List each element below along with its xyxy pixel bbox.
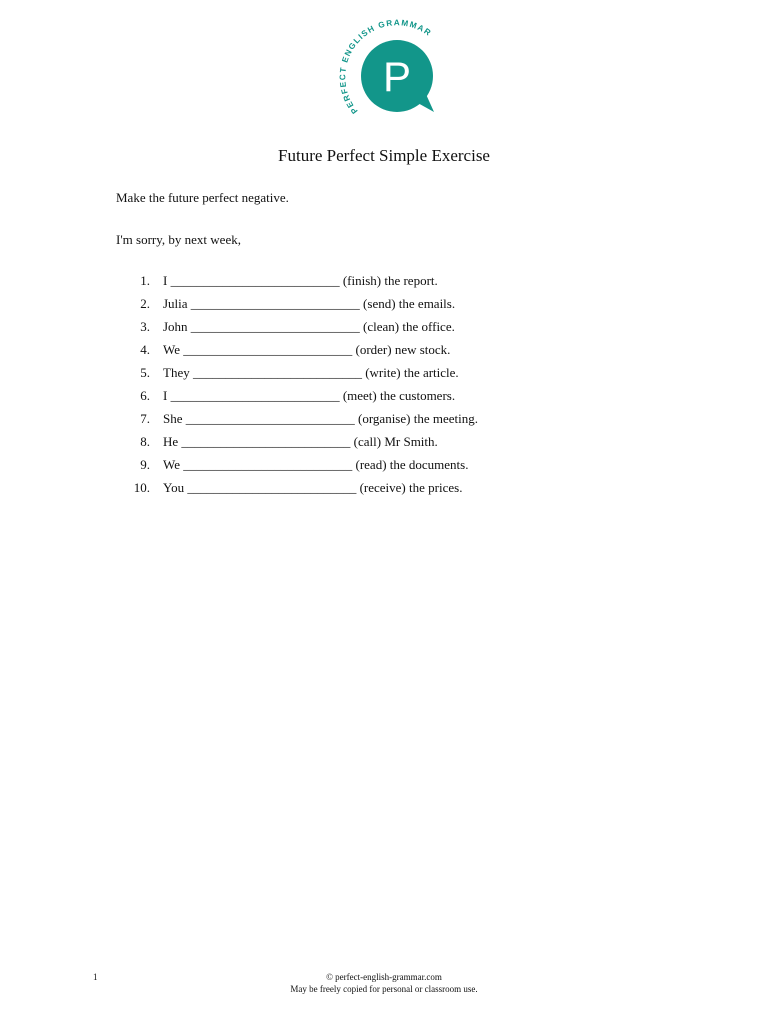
item-number: 2. <box>140 296 150 311</box>
logo-letter: P <box>382 53 412 100</box>
page-title: Future Perfect Simple Exercise <box>278 146 490 165</box>
item-text: Julia __________________________ (send) the emails. <box>163 296 456 311</box>
license-text: May be freely copied for personal or classroom use. <box>290 984 478 994</box>
item-number: 3. <box>140 319 150 334</box>
item-number: 8. <box>140 434 150 449</box>
item-text: They __________________________ (write) the article. <box>163 365 459 380</box>
item-number: 7. <box>140 411 150 426</box>
page-footer <box>0 971 768 995</box>
page-number: 1 <box>93 972 98 982</box>
item-text: You __________________________ (receive) the prices. <box>163 480 463 495</box>
instruction-text: Make the future perfect negative. <box>116 190 289 205</box>
item-text: John __________________________ (clean) the office. <box>163 319 455 334</box>
item-text: We __________________________ (order) new stock. <box>163 342 451 357</box>
item-text: She __________________________ (organise) the meeting. <box>163 411 478 426</box>
item-text: I __________________________ (meet) the customers. <box>163 388 456 403</box>
perfect-english-grammar-logo <box>324 14 444 120</box>
item-number: 10. <box>133 480 150 495</box>
item-text: I __________________________ (finish) the report. <box>163 273 438 288</box>
item-number: 1. <box>140 273 150 288</box>
item-number: 6. <box>140 388 150 403</box>
logo-arc-text: PERFECT ENGLISH GRAMMAR <box>338 18 434 116</box>
item-text: We __________________________ (read) the documents. <box>163 457 469 472</box>
item-number: 9. <box>140 457 150 472</box>
item-text: He __________________________ (call) Mr Smith. <box>163 434 438 449</box>
intro-text: I'm sorry, by next week, <box>116 232 241 247</box>
copyright-text: © perfect-english-grammar.com <box>326 972 442 982</box>
item-number: 5. <box>140 365 150 380</box>
item-number: 4. <box>140 342 150 357</box>
